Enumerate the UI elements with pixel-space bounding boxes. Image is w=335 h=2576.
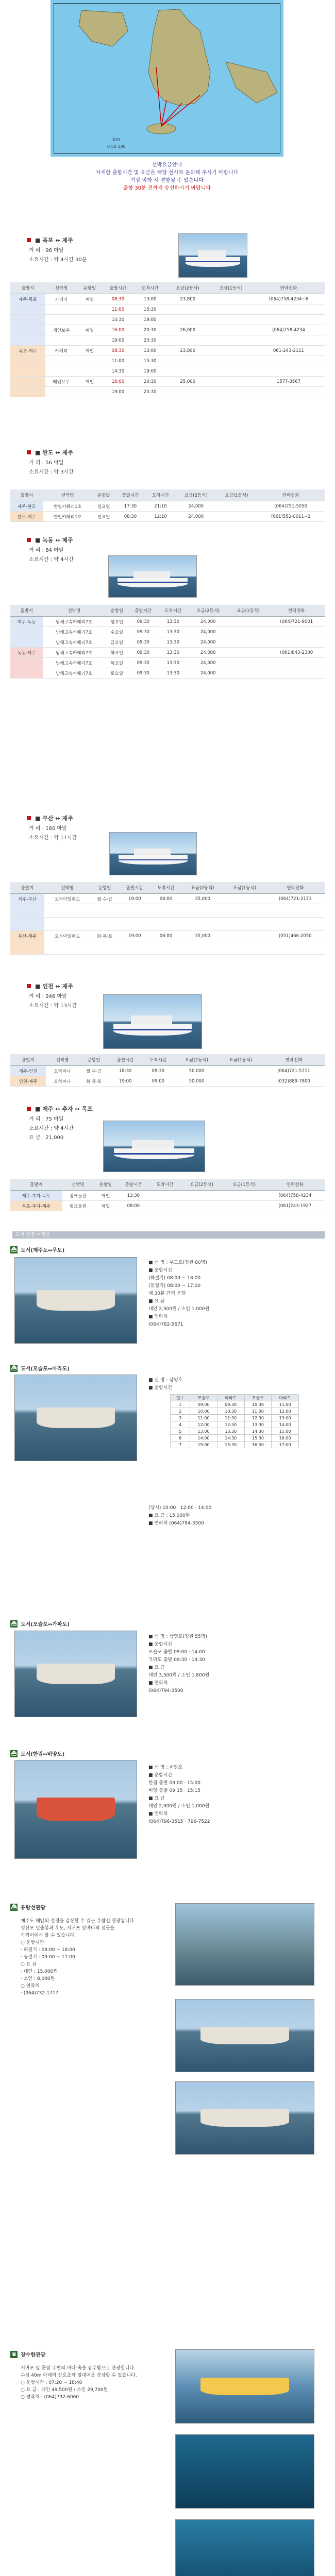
- table-row: 2 10:00 10:30 11:30 12:00: [171, 1408, 299, 1415]
- info-list: (상시) 10:00 · 12:00 · 14:00 ■ 요 금 : 15,000원 ■ 연락처 (064)794-3500: [148, 1505, 212, 1526]
- ship-photo: [109, 832, 197, 875]
- notice-line-2: 자세한 출항시간 및 요금은 해당 선사로 문의해 주시기 바랍니다: [95, 170, 239, 176]
- bullet-icon: [27, 238, 31, 242]
- ship-icon: ⛴: [11, 1751, 17, 1756]
- ferry-photo: [14, 1760, 137, 1859]
- table-row: 인천-제주 오하마나 화·목·토 19:00 09:00 50,000 (032)889-7800: [10, 1076, 325, 1087]
- section-heading: [27, 1105, 93, 1113]
- ship-photo: [108, 555, 197, 598]
- subsection-heading: [10, 1364, 70, 1372]
- table-row: 레인보우 매일 16:00 20:30 25,000 1577-3567: [10, 377, 325, 387]
- timetable: 편수 모슬포 마라도 모슬포 마라도 1 09:00 09:30 10:30 11:00 2 10:00 10:30 11:30 12:00 3 11:00 11:30 12:30 13:00 4 12:00 12:30 13:30 14:00 5 13:00 13:30 14:30 15:00 6 14:00 14:30 15:30 16:00 7 15:00 15:30 16:30 17:00: [170, 1394, 299, 1448]
- table-row: 목포-제주 카페리 매일 08:30 13:00 23,800 061-243-2111: [10, 346, 325, 356]
- route-table: 출발지 선박명 운항일 출발시간 도착시간 요금(2등석) 요금(1등석) 연락전화 제주-추자-목포 핑크돌핀 매일 13:30 (064)758-4234 목포-추자-제주 핑크돌핀 매일 08:00 (061)243-1927: [10, 1179, 325, 1211]
- duration-text: 소요시간 : 약 3시간: [29, 469, 74, 475]
- section-ribbon: 도서 연결 여객선: [12, 1231, 325, 1239]
- route-table: 출발지 선박명 운항일 출발시간 도착시간 요금(2등석) 요금(1등석) 연락전화 제주-부산 코지아일랜드 월·수·금 19:00 06:00 35,000 (064)721-2173 부산-제주 코지아일랜드 화·목·토 19:00 06:00 35,000 (051)466-2050: [10, 882, 325, 955]
- section-info: [29, 992, 77, 1011]
- route-map: [51, 0, 283, 157]
- table-row: [10, 918, 325, 931]
- section-info: [29, 824, 77, 843]
- subsection-heading: [10, 1750, 64, 1757]
- info-list: ■ 선 명 : 삼영호 ■ 운항시간: [148, 1378, 183, 1391]
- ship-icon: ⛴: [11, 1621, 17, 1626]
- table-row: 3 11:00 11:30 12:30 13:00: [171, 1415, 299, 1421]
- table-row: [10, 941, 325, 955]
- subsection-heading: [10, 1246, 64, 1253]
- section-info: [29, 246, 87, 265]
- table-row: 19:00 23:30: [10, 387, 325, 397]
- section-heading: [27, 536, 73, 544]
- distance-text: 거 리 : 84 마일: [29, 548, 64, 553]
- table-row: 11:00 15:30: [10, 304, 325, 315]
- table-row: 제주-녹동 남해고속카훼리7호 월요일 09:30 13:30 24,000 (064)721-9001: [10, 617, 325, 627]
- section-info: [29, 546, 74, 565]
- table-row: 11:00 15:30: [10, 356, 325, 366]
- korea-map-svg: [51, 0, 283, 157]
- cliff-photo: [175, 1903, 314, 1986]
- subsection-heading: [10, 1620, 70, 1628]
- table-row: 녹동-제주 남해고속카훼리7호 화요일 09:30 13:30 24,000 (061)843-2300: [10, 648, 325, 658]
- section-heading: [27, 814, 73, 822]
- table-row: 부산-제주 코지아일랜드 화·목·토 19:00 06:00 35,000 (051)466-2050: [10, 931, 325, 941]
- bullet-icon: [27, 816, 31, 820]
- bullet-icon: [27, 1107, 31, 1111]
- subsection-heading: [10, 1903, 45, 1911]
- table-row: 완도-제주 한일카훼리1호 일요일 08:30 12:10 24,000 (061)552-0011~2: [10, 512, 325, 522]
- duration-text: 소요시간 : 약 4시간 30분: [29, 257, 87, 263]
- table-row: 남해고속카훼리7호 수요일 09:30 13:30 24,000: [10, 627, 325, 637]
- subsection-title: 도서(모슬포↔가파도): [21, 1622, 70, 1628]
- table-row: 제주-부산 코지아일랜드 월·수·금 19:00 06:00 35,000 (064)721-2173: [10, 894, 325, 904]
- table-row: 남해고속카훼리7호 금요일 09:30 13:30 24,000: [10, 637, 325, 648]
- route-table: 출발지 선박명 운항일 출발시간 도착시간 요금(2등석) 요금(1등석) 연락전화 제주-완도 한일카훼리1호 일요일 17:30 21:10 24,000 (064)751-5050 완도-제주 한일카훼리1호 일요일 08:30 12:10 24,000 (061)552-0011~2: [10, 489, 325, 522]
- underwater-photo: [175, 2519, 314, 2576]
- distance-text: 거 리 : 246 마일: [29, 994, 67, 999]
- table-row: 5 13:00 13:30 14:30 15:00: [171, 1428, 299, 1435]
- tour-description: 서귀포 앞 문섬 주변의 바다 속을 잠수함으로 관광합니다. 수심 40m 아래의 산호초와 열대어를 감상할 수 있습니다. ○ 운항시간 : 07:20 ~ 18:40 ○ 요 금 : 대인 49,500원 / 소인 29,700원 ○ 연락처 : (064)732-6060: [21, 2366, 137, 2400]
- submarine-icon: ▣: [10, 2351, 18, 2358]
- notice-line-1: 선박요금안내: [152, 162, 182, 168]
- section-info: [29, 1115, 74, 1143]
- ferry-photo: [175, 2081, 314, 2155]
- section-title: ■ 완도 ↔ 제주: [35, 449, 73, 456]
- duration-text: 소요시간 : 약 4시간: [29, 557, 74, 563]
- distance-text: 거 리 : 160 마일: [29, 826, 67, 832]
- section-info: [29, 459, 74, 477]
- notice-line-3: 기상 악화 시 결항될 수 있습니다: [130, 178, 204, 183]
- ship-icon: ⛴: [11, 1904, 17, 1910]
- route-table: 출발지 선박명 운항일 출발시간 도착시간 요금(2등석) 요금(1등석) 연락전화 제주-녹동 남해고속카훼리7호 월요일 09:30 13:30 24,000 (064)721-9001 남해고속카훼리7호 수요일 09:30 13:30 24,000 남해고속카훼리7호 금요일 09:30 13:30 24,000 녹동-제주 남해고속카훼리7호 화요일 09:30 13:30 24,000 (061)843-2300 남해고속카훼리7호 목요일 09:30 13:30 24,000 남해고속카훼리7호 토요일 09:30 13:30 24,000: [10, 605, 325, 679]
- ship-icon: ⛴: [11, 1247, 17, 1252]
- table-row: 남해고속카훼리7호 토요일 09:30 13:30 24,000: [10, 668, 325, 679]
- table-row: 남해고속카훼리7호 목요일 09:30 13:30 24,000: [10, 658, 325, 668]
- table-row: 14:30 19:00: [10, 315, 325, 325]
- distance-text: 거 리 : 75 마일: [29, 1116, 64, 1122]
- map-scale: 0 50 100: [107, 144, 126, 149]
- subsection-title: 도서(제주도↔우도): [21, 1248, 65, 1253]
- ferry-photo: [14, 1631, 137, 1717]
- table-row: 6 14:00 14:30 15:30 16:00: [171, 1435, 299, 1442]
- section-heading: [27, 982, 73, 990]
- notice-block: [51, 161, 283, 192]
- subsection-title: 잠수함관광: [21, 2352, 46, 2358]
- ship-photo: [178, 233, 247, 278]
- subsection-title: 도서(모슬포↔마라도): [21, 1366, 70, 1372]
- table-row: 제주-인천 오하마나 월·수·금 18:30 09:30 50,000 (064)721-5711: [10, 1066, 325, 1076]
- subsection-heading: [10, 2350, 45, 2358]
- bullet-icon: [27, 450, 31, 454]
- table-row: 19:00 23:30: [10, 335, 325, 346]
- info-list: ■ 선 명 : 삼영호(정원 55명) ■ 운항시간 모슬포 출발 09:00 · 14:00 가파도 출발 09:30 · 14:30 ■ 요 금 대인 3,500원 / 소인 1,800원 ■ 연락처 (064)794-3500: [148, 1634, 210, 1693]
- section-title: ■ 부산 ↔ 제주: [35, 815, 73, 822]
- duration-text: 소요시간 : 약 13시간: [29, 1003, 77, 1009]
- info-list: ■ 선 명 : 우도호(정원 80명) ■ 운항시간 (하절기) 08:00 ~ 18:00 (동절기) 08:00 ~ 17:00 매 30분 간격 운항 ■ 요 금 대인 2,500원 / 소인 1,000원 ■ 연락처 (064)782-5671: [148, 1260, 210, 1327]
- table-row: 목포-추자-제주 핑크돌핀 매일 08:00 (061)243-1927: [10, 1201, 325, 1211]
- fare-text: 요 금 : 21,000: [29, 1135, 64, 1141]
- submarine-photo: [175, 2349, 314, 2424]
- table-row: 레인보우 매일 16:00 20:30 26,000 (064)758-4234: [10, 325, 325, 335]
- ferry-photo: [14, 1375, 137, 1461]
- table-row: 7 15:00 15:30 16:30 17:00: [171, 1442, 299, 1448]
- subsection-title: 도서(한림↔비양도): [21, 1752, 65, 1757]
- map-legend: km: [112, 137, 121, 143]
- section-title: ■ 목포 ↔ 제주: [35, 237, 73, 244]
- distance-text: 거 리 : 96 마일: [29, 248, 64, 253]
- info-list: ■ 선 명 : 비양호 ■ 운항시간 한림 출발 09:00 · 15:00 비양 출발 09:15 · 15:15 ■ 요 금 대인 2,000원 / 소인 1,000원 ■ 연락처 (064)796-3515 · 796-7522: [148, 1765, 210, 1824]
- section-title: ■ 인천 ↔ 제주: [35, 983, 73, 990]
- section-title: ■ 녹동 ↔ 제주: [35, 537, 73, 544]
- table-row: [10, 904, 325, 918]
- duration-text: 소요시간 : 약 4시간: [29, 1126, 74, 1131]
- table-row: 제주-목포 카페리 매일 08:30 13:00 23,800 (064)758-4234~6: [10, 294, 325, 304]
- bullet-icon: [27, 538, 31, 542]
- subsection-title: 유람선관광: [21, 1905, 46, 1911]
- table-row: 1 09:00 09:30 10:30 11:00: [171, 1401, 299, 1408]
- table-row: 4 12:00 12:30 13:30 14:00: [171, 1421, 299, 1428]
- underwater-photo: [175, 2434, 314, 2509]
- ferry-photo: [175, 1999, 314, 2072]
- bullet-icon: [27, 984, 31, 988]
- duration-text: 소요시간 : 약 11시간: [29, 835, 77, 841]
- route-table: [10, 282, 325, 397]
- section-title: ■ 제주 ↔ 추자 ↔ 목포: [35, 1106, 93, 1112]
- ship-photo: [103, 994, 202, 1049]
- tour-description: 제주도 해안의 절경을 감상할 수 있는 유람선 관광입니다. 성산포 일출봉과 우도, 서귀포 앞바다의 섬들을 가까이에서 볼 수 있습니다. ○ 운항시간 · 하절기 : 09:00 ~ 18:00 · 동절기 : 09:00 ~ 17:00 ○ 요 금 · 대인 : 15,000원 · 소인 : 8,000원 ○ 연락처 · (064)732-1717: [21, 1919, 136, 1996]
- table-header-row: 출발지 선박명 운항일 출발시간 도착시간 요금(2등석) 요금(1등석) 연락전화: [10, 282, 325, 294]
- table-row: 제주-추자-목포 핑크돌핀 매일 13:30 (064)758-4234: [10, 1191, 325, 1201]
- ship-icon: ⛴: [11, 1365, 17, 1371]
- table-row: 제주-완도 한일카훼리1호 일요일 17:30 21:10 24,000 (064)751-5050: [10, 501, 325, 512]
- section-heading: [27, 448, 73, 456]
- distance-text: 거 리 : 56 마일: [29, 460, 64, 466]
- ship-photo: [103, 1121, 205, 1172]
- notice-line-4: 출항 30분 전까지 승선하시기 바랍니다: [123, 185, 211, 191]
- table-row: 14:30 19:00: [10, 366, 325, 377]
- ferry-photo: [14, 1257, 137, 1344]
- route-table: 출발지 선박명 운항일 출발시간 도착시간 요금(2등석) 요금(1등석) 연락전화 제주-인천 오하마나 월·수·금 18:30 09:30 50,000 (064)721-5711 인천-제주 오하마나 화·목·토 19:00 09:00 50,000 (032)889-7800: [10, 1054, 325, 1087]
- section-heading: [27, 236, 73, 244]
